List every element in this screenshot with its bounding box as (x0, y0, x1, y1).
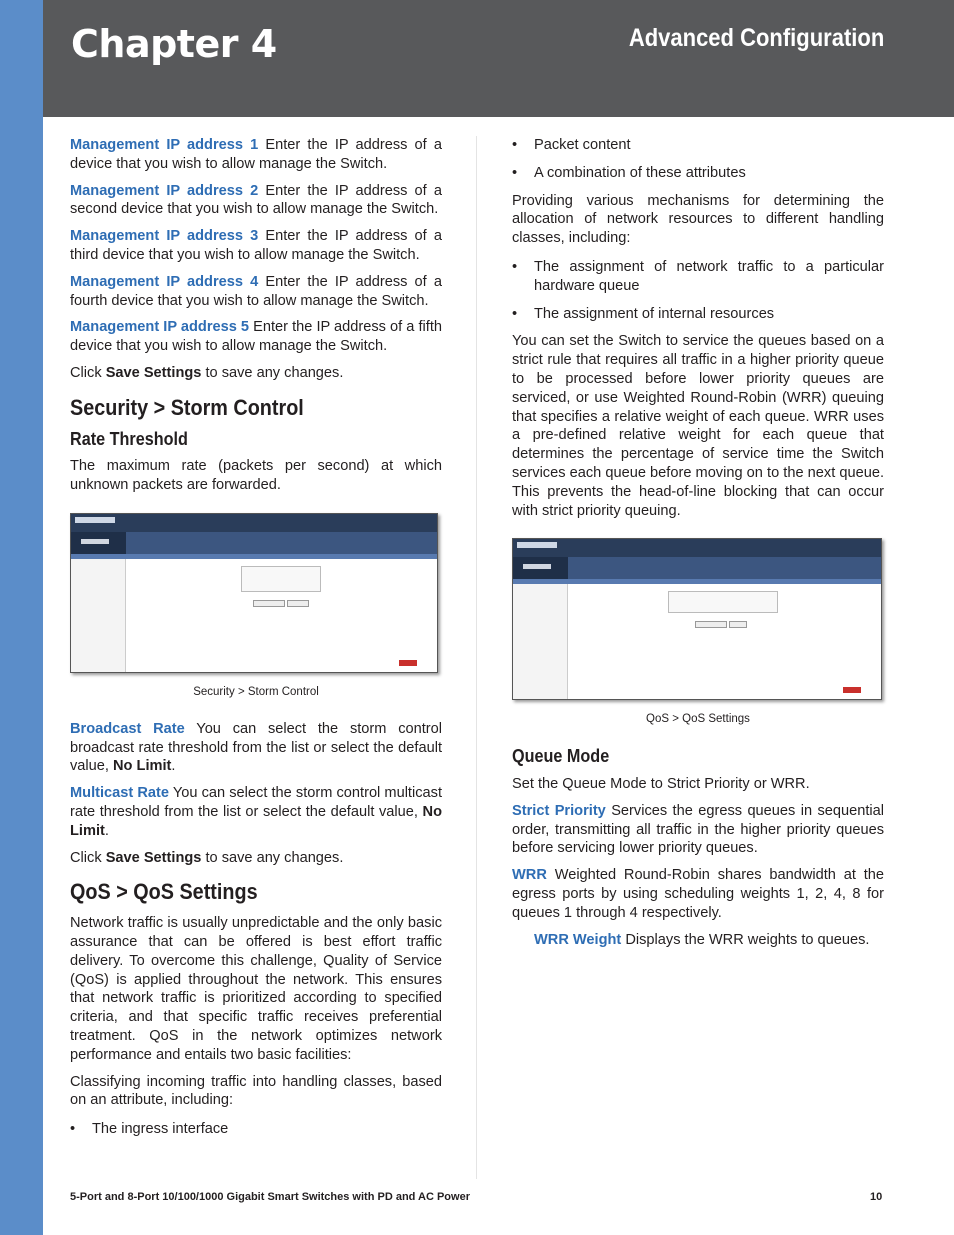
click-suffix: to save any changes. (205, 364, 344, 381)
right-column (512, 136, 884, 957)
term-wrr: WRR (512, 867, 547, 884)
term-mgmt-ip-1: Management IP address 1 (70, 137, 259, 153)
paragraph-queue-mode: Set the Queue Mode to Strict Priority or WRR. (512, 775, 810, 792)
no-limit-label-1: No Limit (113, 758, 172, 775)
paragraph-service: You can set the Switch to service the queues based on a strict rule that requires all traffic in a higher priority queue to be processed before lower priority queues are serviced, or use Weighted Round-Robin (WRR) queuing that specifies a relative weight of each queue. WRR uses a pre-defined relative weight for each queue that determines the percentage of service time the Switch services each queue before moving on to the next queue. This prevents the head-of-line blocking that can occur with strict priority queuing. (512, 333, 884, 519)
screenshot-left-pane (513, 584, 568, 699)
qos-settings-screenshot (512, 538, 882, 700)
term-mgmt-ip-4: Management IP address 4 (70, 273, 259, 290)
bullet-assign-traffic (512, 258, 884, 296)
desc-strict-priority: Services the egress queues in sequential order, transmitting all traffic in the higher priority queues before servicing lower priority queues. (512, 802, 885, 857)
paragraph-wrr (512, 866, 884, 922)
screenshot-form (241, 566, 321, 592)
column-divider (476, 136, 477, 1179)
paragraph-mgmt-ip-5 (70, 318, 442, 356)
screenshot-side-title (81, 539, 109, 544)
no-limit-label-2: No Limit (70, 803, 442, 839)
heading-qos-settings: QoS > QoS Settings (70, 879, 258, 905)
screenshot-save-button (695, 621, 727, 628)
paragraph-providing: Providing various mechanisms for determining the allocation of network resources to different handling classes, including: (512, 192, 884, 247)
bullet-combination (512, 164, 884, 183)
left-column (70, 136, 442, 1148)
bullet-dot-icon: • (512, 137, 518, 153)
cisco-logo (399, 660, 417, 666)
paragraph-strict-priority (512, 802, 884, 858)
desc-mgmt-ip-1: Enter the IP address of a device that you wish to allow manage the Switch. (70, 137, 442, 172)
term-mgmt-ip-3: Management IP address 3 (70, 228, 259, 245)
caption-storm-control: Security > Storm Control (193, 685, 319, 698)
desc-mgmt-ip-2: Enter the IP address of a second device that you wish to allow manage the Switch. (70, 182, 442, 218)
screenshot-nav-bar (126, 532, 437, 554)
linksys-logo (75, 517, 115, 523)
bullet-assign-internal-text: The assignment of internal resources (534, 305, 775, 322)
screenshot-cancel-button (729, 621, 747, 628)
bullet-packet-content (512, 136, 884, 155)
desc-multicast-rate: You can select the storm control multicast rate threshold from the list or select the default value, (70, 785, 442, 820)
paragraph-rate-threshold: The maximum rate (packets per second) at which unknown packets are forwarded. (70, 458, 442, 494)
bullet-dot-icon: • (512, 305, 518, 322)
bullet-dot-icon: • (512, 164, 518, 181)
chapter-title: Chapter 4 (71, 22, 277, 66)
bullet-dot-icon: • (512, 258, 518, 275)
desc-wrr: Weighted Round-Robin shares bandwidth at the egress ports by using scheduling weights 1, 2, 4, 8 for queues 1 through 4 respectively. (512, 867, 884, 921)
desc-mgmt-ip-5: Enter the IP address of a fifth device that you wish to allow manage the Switch. (70, 319, 442, 355)
save-settings-label: Save Settings (105, 364, 202, 381)
screenshot-left-pane (71, 559, 126, 672)
bullet-assign-internal (512, 305, 884, 324)
paragraph-wrr-weight (512, 931, 884, 950)
caption-qos-settings: QoS > QoS Settings (646, 713, 750, 726)
screenshot-top-bar (71, 514, 437, 532)
side-color-bar (0, 0, 43, 1235)
paragraph-qos-classifying: Classifying incoming traffic into handling classes, based on an attribute, including: (70, 1073, 442, 1109)
click-suffix-2: to save any changes. (205, 849, 344, 866)
screenshot-nav-bar (568, 557, 881, 579)
heading-storm-control: Security > Storm Control (70, 394, 304, 420)
screenshot-form (668, 591, 778, 613)
paragraph-mgmt-ip-2 (70, 182, 442, 220)
term-mgmt-ip-5: Management IP address 5 (70, 319, 250, 336)
heading-queue-mode: Queue Mode (512, 746, 610, 767)
desc-broadcast-rate: You can select the storm control broadcast rate threshold from the list or select the default value, (70, 720, 442, 775)
paragraph-mgmt-ip-4 (70, 273, 442, 311)
bullet-ingress-text: The ingress interface (92, 1121, 229, 1138)
section-title: Advanced Configuration (628, 24, 884, 52)
bullet-dot-icon: • (70, 1121, 76, 1138)
click-prefix-2: Click (70, 849, 102, 866)
bullet-packet-text: Packet content (534, 137, 631, 153)
term-multicast-rate: Multicast Rate (70, 785, 169, 802)
term-mgmt-ip-2: Management IP address 2 (70, 182, 259, 199)
screenshot-refresh-button (287, 600, 309, 607)
screenshot-side-title (523, 564, 551, 569)
bullet-combo-text: A combination of these attributes (534, 164, 746, 181)
page-header (43, 0, 954, 117)
paragraph-click-save-1 (70, 364, 442, 383)
desc-wrr-weight: Displays the WRR weights to queues. (625, 931, 870, 948)
screenshot-top-bar (513, 539, 881, 557)
linksys-logo (517, 542, 557, 548)
paragraph-click-save-2 (70, 849, 442, 868)
screenshot-save-button (253, 600, 285, 607)
paragraph-multicast-rate: Multicast Rate You can select the storm control multicast rate threshold from the list or select the default value, No Limit. (70, 785, 442, 839)
term-strict-priority: Strict Priority (512, 802, 606, 819)
screenshot-sub-bar (513, 579, 881, 584)
page-number: 10 (870, 1191, 883, 1203)
term-wrr-weight: WRR Weight (534, 931, 622, 948)
save-settings-label-2: Save Settings (105, 849, 202, 866)
click-prefix: Click (70, 364, 102, 381)
desc-mgmt-ip-4: Enter the IP address of a fourth device that you wish to allow manage the Switch. (70, 273, 442, 309)
paragraph-qos-intro: Network traffic is usually unpredictable and the only basic assurance that can be offered is best effort traffic delivery. To overcome this challenge, Quality of Service (QoS) is applied throughout the network. This ensures that network traffic is prioritized according to specified criteria, and that specific traffic receives preferential treatment. QoS in the network optimizes network performance and entails two basic facilities: (70, 915, 442, 1063)
term-broadcast-rate: Broadcast Rate (70, 720, 185, 737)
bullet-assign-traffic-text: The assignment of network traffic to a particular hardware queue (534, 258, 884, 294)
cisco-logo (843, 687, 861, 693)
bullet-ingress (70, 1120, 442, 1139)
footer-product: 5-Port and 8-Port 10/100/1000 Gigabit Smart Switches with PD and AC Power (70, 1191, 470, 1203)
desc-mgmt-ip-3: Enter the IP address of a third device that you wish to allow manage the Switch. (70, 228, 442, 263)
paragraph-mgmt-ip-1 (70, 136, 442, 174)
paragraph-broadcast-rate: Broadcast Rate You can select the storm control broadcast rate threshold from the list or select the default value, No Limit. (70, 720, 442, 775)
heading-rate-threshold: Rate Threshold (70, 428, 188, 449)
paragraph-mgmt-ip-3 (70, 227, 442, 265)
storm-control-screenshot (70, 513, 438, 673)
